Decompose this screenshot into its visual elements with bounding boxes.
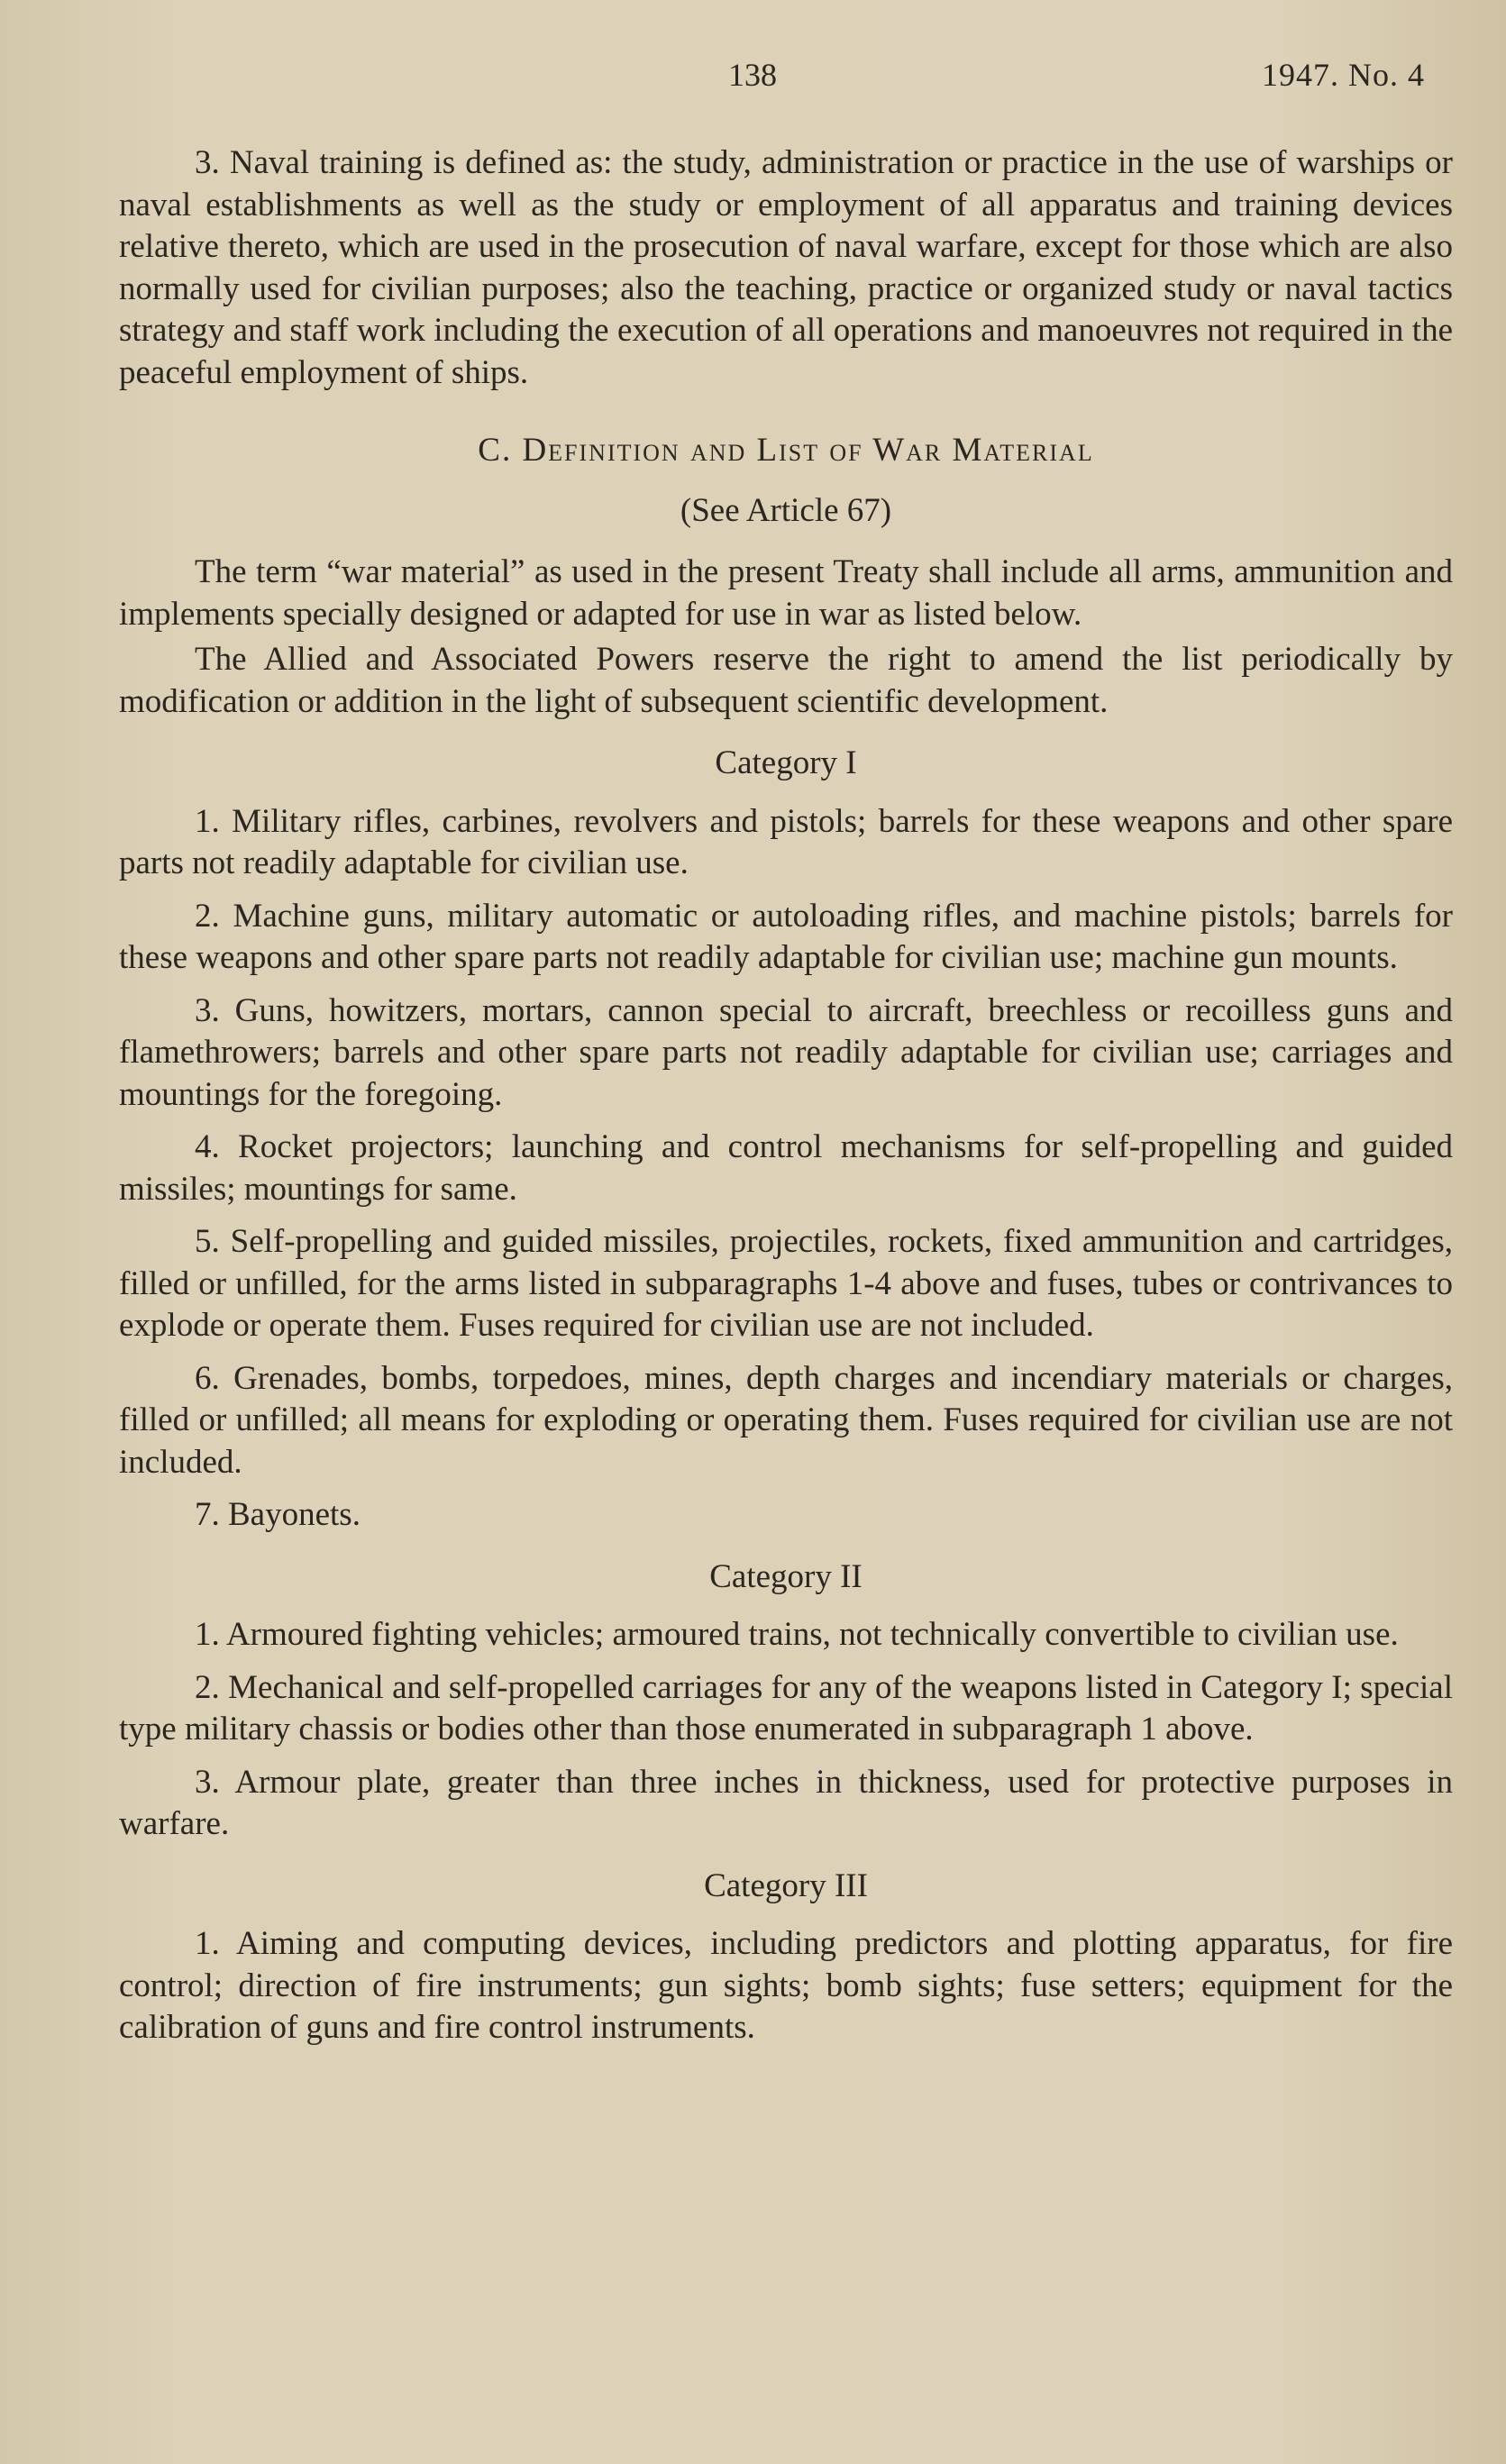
list-item: 1. Military rifles, carbines, revolvers and pistols; barrels for these weapons and other spare parts not readily adaptable for civilian use. [119,802,1453,881]
category-heading: Category II [709,1557,863,1595]
amendment-paragraph: The Allied and Associated Powers reserve the right to amend the list periodically by modification or addition in the light of subsequent scientific development. [119,641,1453,720]
list-item: 4. Rocket projectors; launching and control mechanisms for self-propelling and guided missiles; mountings for same. [119,1128,1453,1208]
section-title: C. Definition and List of War Material [478,432,1094,469]
year-issue: 1947. No. 4 [1262,57,1425,93]
naval-training-paragraph: 3. Naval training is defined as: the study, administration or practice in the use of warships or naval establishments as well as the study or employment of all apparatus and training devices relative thereto, which are used in the prosecution of naval warfare, except for those which are also normally used for civilian purposes; also the teaching, practice or organized study or naval tactics strategy and staff work including the execution of all operations and manoeuvres not required in the peaceful employment of ships. [119,144,1453,391]
list-item: 2. Mechanical and self-propelled carriages for any of the weapons listed in Category I; special type military chassis or bodies other than those enumerated in subparagraph 1 above. [119,1668,1453,1748]
list-item: 3. Guns, howitzers, mortars, cannon special to aircraft, breechless or recoilless guns and flamethrowers; barrels and other spare parts not readily adaptable for civilian use; carriages and mountings for the foregoing. [119,991,1453,1113]
list-item: 1. Aiming and computing devices, including predictors and plotting apparatus, for fire control; direction of fire instruments; gun sights; bomb sights; fuse setters; equipment for the calibration of guns and fire control instruments. [119,1925,1453,2046]
section-subtitle: (See Article 67) [680,491,892,529]
page-number: 138 [728,57,777,93]
definition-paragraph: The term “war material” as used in the present Treaty shall include all arms, ammunition and implements specially designed or adapted for use in war as listed below. [119,553,1453,633]
page-body [119,142,1453,2060]
list-item: 5. Self-propelling and guided missiles, projectiles, rockets, fixed ammunition and cartridges, filled or unfilled, for the arms listed in subparagraphs 1-4 above and fuses, tubes or contrivances to explode or operate them. Fuses required for civilian use are not included. [119,1223,1453,1344]
list-item: 7. Bayonets. [195,1496,361,1533]
category-heading: Category I [715,744,857,781]
list-item: 6. Grenades, bombs, torpedoes, mines, depth charges and incendiary materials or charges, filled or unfilled; all means for exploding or operating them. Fuses required for civilian use are not included. [119,1359,1453,1481]
list-item: 1. Armoured fighting vehicles; armoured trains, not technically convertible to civilian use. [195,1616,1399,1653]
category-heading: Category III [704,1866,868,1904]
list-item: 3. Armour plate, greater than three inches in thickness, used for protective purposes in warfare. [119,1763,1453,1842]
page-header [0,56,1506,110]
list-item: 2. Machine guns, military automatic or autoloading rifles, and machine pistols; barrels for these weapons and other spare parts not readily adaptable for civilian use; machine gun mounts. [119,897,1453,976]
